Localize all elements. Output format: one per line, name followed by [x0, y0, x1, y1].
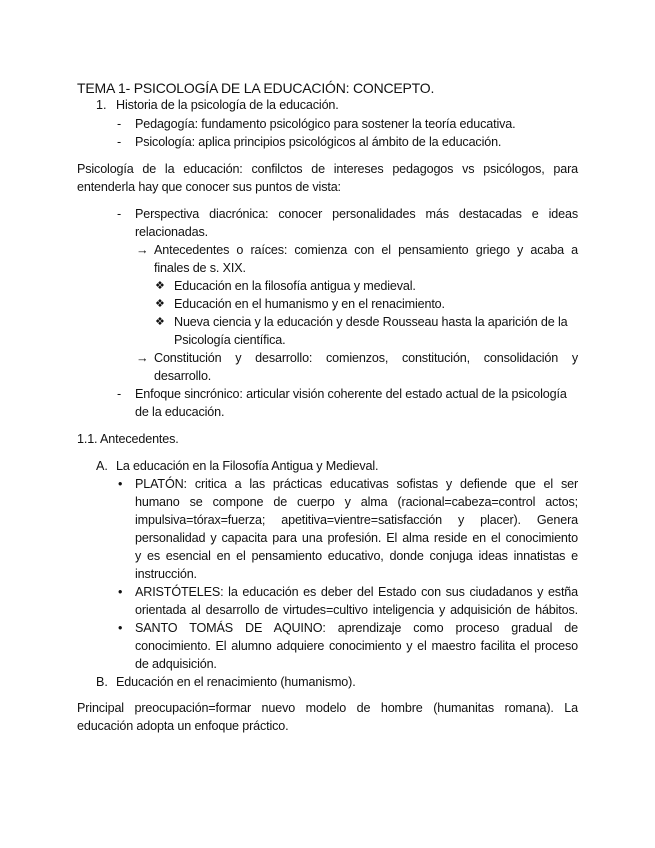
antecedentes-item: Educación en el humanismo y en el renacimiento.	[174, 297, 445, 311]
diamond-bullet-icon: ❖	[155, 316, 165, 328]
subitem-pedagogia: Pedagogía: fundamento psicológico para sostener la teoría educativa.	[135, 117, 516, 131]
platon-line: personalidad y capacita para una profesión. El alma reside en el conocimiento	[135, 531, 578, 545]
bullet-icon: •	[118, 477, 123, 491]
intro-paragraph-line: entenderla hay que conocer sus puntos de vista:	[77, 180, 341, 194]
closing-paragraph-line: Principal preocupación=formar nuevo modelo de hombre (humanitas romana). La	[77, 701, 578, 715]
enfoque-sincronico-line: de la educación.	[135, 405, 225, 419]
list-marker: A.	[96, 459, 108, 473]
perspectiva-diacronica-line: Perspectiva diacrónica: conocer personalidades más destacadas e ideas	[135, 207, 578, 221]
antecedentes-item: Nueva ciencia y la educación y desde Rousseau hasta la aparición de la	[174, 315, 568, 329]
diamond-bullet-icon: ❖	[155, 280, 165, 292]
santo-tomas-line: SANTO TOMÁS DE AQUINO: aprendizaje como proceso gradual de	[135, 621, 578, 635]
constitucion-line: desarrollo.	[154, 369, 212, 383]
list-marker: 1.	[96, 98, 107, 112]
diamond-bullet-icon: ❖	[155, 298, 165, 310]
document-title: TEMA 1- PSICOLOGÍA DE LA EDUCACIÓN: CONCEPTO.	[77, 80, 435, 96]
arrow-icon: →	[136, 243, 149, 257]
perspectiva-diacronica-line: relacionadas.	[135, 225, 208, 239]
list-marker: B.	[96, 675, 108, 689]
antecedentes-item: Educación en la filosofía antigua y medieval.	[174, 279, 416, 293]
aristoteles-line: orientada al desarrollo de virtudes=cultivo inteligencia y adquisición de hábitos.	[135, 603, 578, 617]
platon-line: PLATÓN: critica a las prácticas educativas sofistas y defiende que el ser	[135, 477, 578, 491]
constitucion-line: Constitución y desarrollo: comienzos, constitución, consolidación y	[154, 351, 578, 365]
subsection-a: La educación en la Filosofía Antigua y Medieval.	[116, 459, 379, 473]
platon-line: instrucción.	[135, 567, 197, 581]
aristoteles-line: ARISTÓTELES: la educación es deber del Estado con sus ciudadanos y estña	[135, 585, 578, 599]
dash-marker: -	[117, 207, 122, 221]
dash-marker: -	[117, 117, 122, 131]
arrow-icon: →	[136, 351, 149, 365]
bullet-icon: •	[118, 621, 123, 635]
intro-paragraph-line: Psicología de la educación: confilctos de intereses pedagogos vs psicólogos, para	[77, 162, 578, 176]
dash-marker: -	[117, 387, 122, 401]
santo-tomas-line: conocimiento. El alumno adquiere conocimiento y el maestro facilita el proceso	[135, 639, 578, 653]
dash-marker: -	[117, 135, 122, 149]
subitem-psicologia: Psicología: aplica principios psicológicos al ámbito de la educación.	[135, 135, 502, 149]
enfoque-sincronico-line: Enfoque sincrónico: articular visión coherente del estado actual de la psicología	[135, 387, 567, 401]
platon-line: y es esencial en el pensamiento educativo, donde conjuga ideas innatistas e	[135, 549, 578, 563]
antecedentes-line: finales de s. XIX.	[154, 261, 246, 275]
platon-line: humano se compone de cuerpo y alma (racional=cabeza=control actos;	[135, 495, 578, 509]
platon-line: impulsiva=tórax=fuerza; apetitiva=vientre=satisfacción y placer). Genera	[135, 513, 578, 527]
bullet-icon: •	[118, 585, 123, 599]
antecedentes-line: Antecedentes o raíces: comienza con el pensamiento griego y acaba a	[154, 243, 578, 257]
antecedentes-item: Psicología científica.	[174, 333, 286, 347]
santo-tomas-line: de adquisición.	[135, 657, 217, 671]
section-heading: 1.1. Antecedentes.	[77, 432, 179, 446]
closing-paragraph-line: educación adopta un enfoque práctico.	[77, 719, 289, 733]
subsection-b: Educación en el renacimiento (humanismo).	[116, 675, 356, 689]
list-item-historia: Historia de la psicología de la educación.	[116, 98, 339, 112]
